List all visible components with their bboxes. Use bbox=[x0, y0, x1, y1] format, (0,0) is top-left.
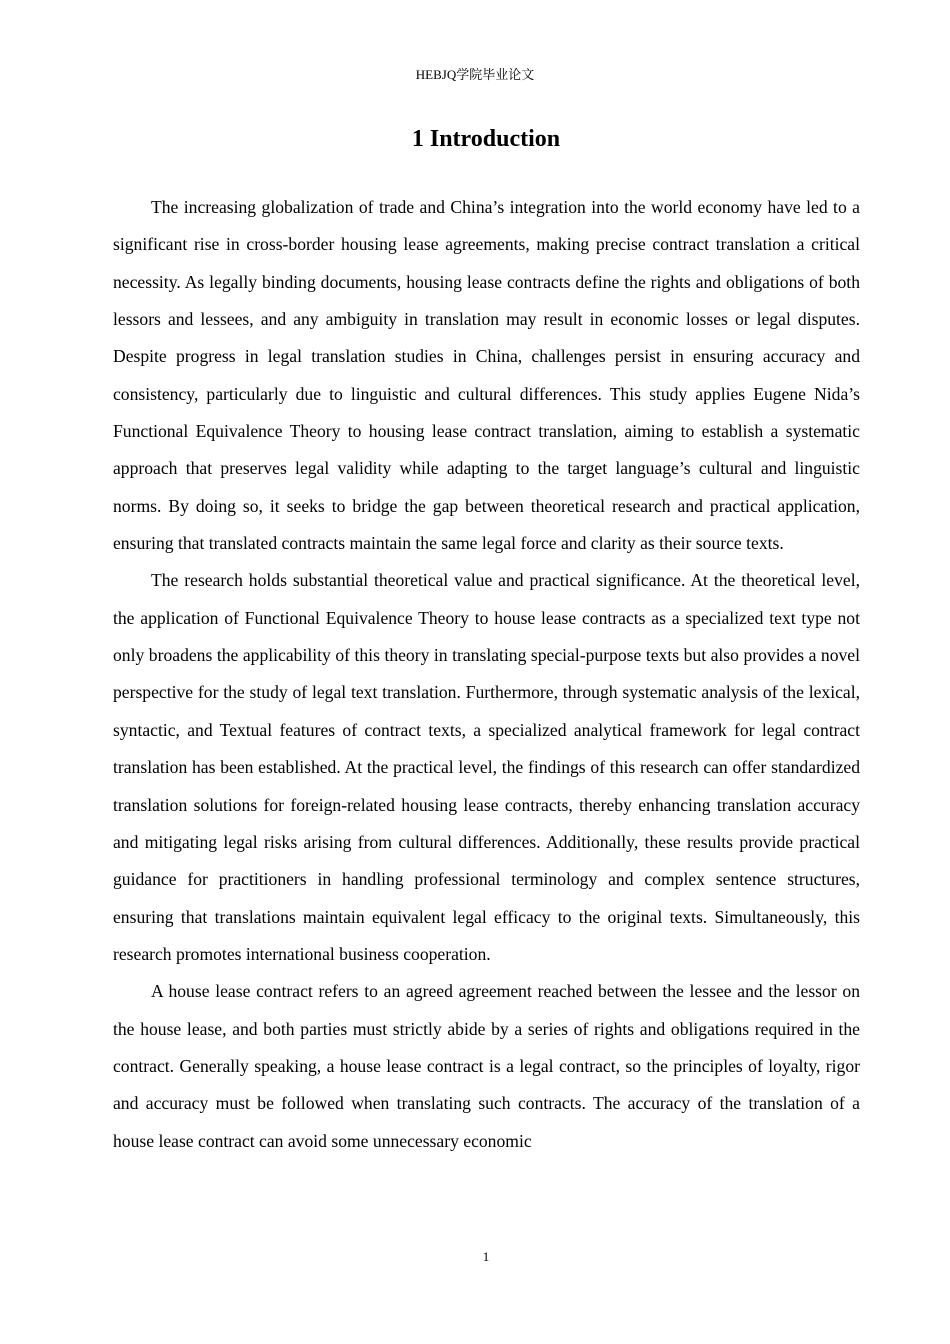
paragraph-1: The increasing globalization of trade and China’s integration into the world economy have led to a significant rise in cross-border housing lease agreements, making precise contract translation a critical necessity. As legally binding documents, housing lease contracts define the rights and obligations of both lessors and lessees, and any ambiguity in translation may result in economic losses or legal disputes. Despite progress in legal translation studies in China, challenges persist in ensuring accuracy and consistency, particularly due to linguistic and cultural differences. This study applies Eugene Nida’s Functional Equivalence Theory to housing lease contract translation, aiming to establish a systematic approach that preserves legal validity while adapting to the target language’s cultural and linguistic norms. By doing so, it seeks to bridge the gap between theoretical research and practical application, ensuring that translated contracts maintain the same legal force and clarity as their source texts. bbox=[113, 197, 860, 554]
running-header: HEBJQ学院毕业论文 bbox=[415, 67, 535, 82]
body-text bbox=[113, 189, 860, 1160]
paragraph-3: A house lease contract refers to an agreed agreement reached between the lessee and the lessor on the house lease, and both parties must strictly abide by a series of rights and obligations required in the contract. Generally speaking, a house lease contract is a legal contract, so the principles of loyalty, rigor and accuracy must be followed when translating such contracts. The accuracy of the translation of a house lease contract can avoid some unnecessary economic bbox=[113, 981, 860, 1151]
paragraph-2: The research holds substantial theoretical value and practical significance. At the theoretical level, the application of Functional Equivalence Theory to house lease contracts as a specialized text type not only broadens the applicability of this theory in translating special-purpose texts but also provides a novel perspective for the study of legal text translation. Furthermore, through systematic analysis of the lexical, syntactic, and Textual features of contract texts, a specialized analytical framework for legal contract translation has been established. At the practical level, the findings of this research can offer standardized translation solutions for foreign-related housing lease contracts, thereby enhancing translation accuracy and mitigating legal risks arising from cultural differences. Additionally, these results provide practical guidance for practitioners in handling professional terminology and complex sentence structures, ensuring that translations maintain equivalent legal efficacy to the original texts. Simultaneously, this research promotes international business cooperation. bbox=[113, 570, 860, 964]
page-number: 1 bbox=[482, 1249, 490, 1264]
chapter-title: 1 Introduction bbox=[411, 126, 561, 152]
